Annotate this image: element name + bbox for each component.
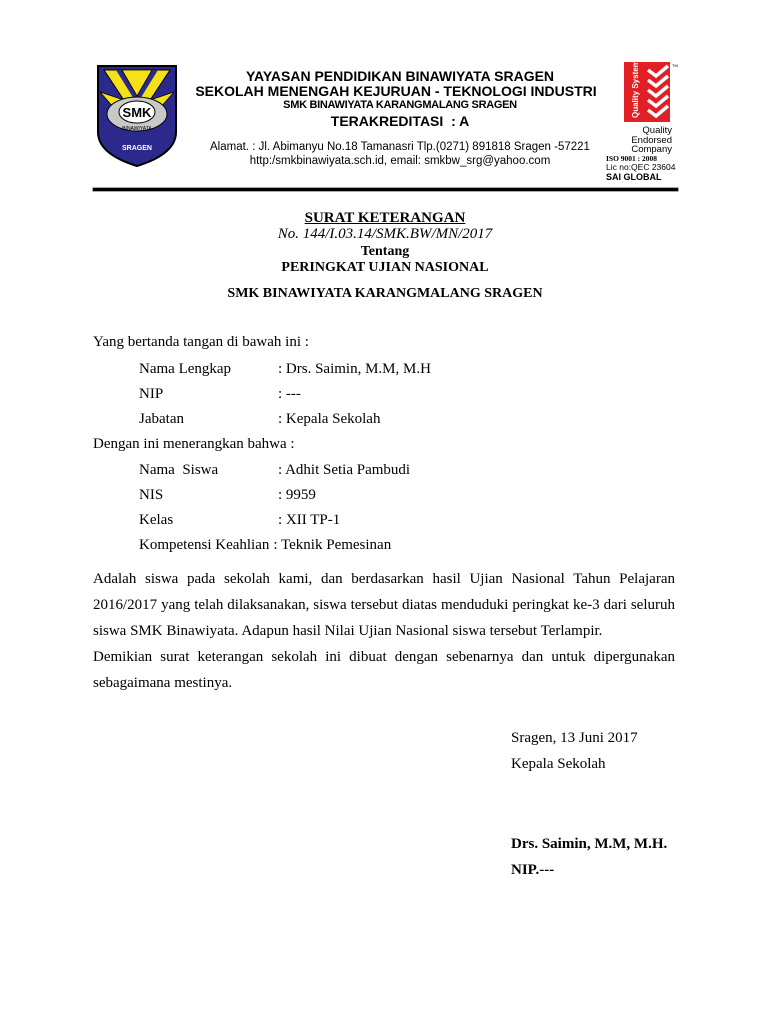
student-row xyxy=(139,512,340,529)
body-paragraph-1: Adalah siswa pada sekolah kami, dan berdasarkan hasil Ujian Nasional Tahun Pelajaran 2016/2017 yang telah dilaksanakan, siswa tersebut diatas menduduki peringkat ke-3 dari seluruh siswa SMK Binawiyata. Adapun hasil Nilai Ujian Nasional siswa tersebut Terlampir. xyxy=(93,571,675,639)
field-label: NIS xyxy=(139,487,164,503)
letter-about: Tentang xyxy=(360,244,410,259)
cert-line1: Quality xyxy=(642,125,672,136)
school-logo xyxy=(94,62,180,168)
letterhead-divider xyxy=(93,188,678,191)
quality-system-badge-icon xyxy=(622,60,678,124)
svg-text:TM: TM xyxy=(672,63,678,68)
student-row xyxy=(139,462,410,479)
signatory-row xyxy=(139,411,380,428)
cert-iso: ISO 9001 : 2008 xyxy=(606,154,658,163)
field-label: Kompetensi Keahlian xyxy=(139,537,270,553)
school-type: SEKOLAH MENENGAH KEJURUAN - TEKNOLOGI INDUSTRI xyxy=(195,83,597,99)
student-row xyxy=(139,537,391,554)
field-value: : Kepala Sekolah xyxy=(278,411,381,427)
signatory-row xyxy=(139,386,301,403)
field-label: Kelas xyxy=(139,512,174,528)
letter-school: SMK BINAWIYATA KARANGMALANG SRAGEN xyxy=(227,286,543,301)
smk-shield-logo-icon xyxy=(94,62,180,168)
accreditation: TERAKREDITASI : A xyxy=(330,113,470,129)
student-intro: Dengan ini menerangkan bahwa : xyxy=(93,436,295,452)
field-value: : --- xyxy=(278,386,301,402)
cert-line2: Endorsed xyxy=(631,134,672,146)
foundation-name: YAYASAN PENDIDIKAN BINAWIYATA SRAGEN xyxy=(245,68,555,84)
field-label: Jabatan xyxy=(139,411,184,427)
school-name: SMK BINAWIYATA KARANGMALANG SRAGEN xyxy=(283,99,517,111)
contact-info: http:/smkbinawiyata.sch.id, email: smkbw_srg@yahoo.com xyxy=(249,155,551,167)
signatory-nip: NIP.--- xyxy=(511,862,555,878)
signatory-name: Drs. Saimin, M.M, M.H. xyxy=(511,836,668,852)
letter-heading: SURAT KETERANGAN xyxy=(304,210,466,226)
cert-line3: Company xyxy=(631,144,672,155)
field-label: NIP xyxy=(139,386,164,402)
field-value: : 9959 xyxy=(278,487,316,503)
address: Alamat. : Jl. Abimanyu No.18 Tamanasri Tlp.(0271) 891818 Sragen -57221 xyxy=(210,141,590,153)
place-date: Sragen, 13 Juni 2017 xyxy=(511,730,638,746)
svg-text:BINAWIYATA: BINAWIYATA xyxy=(122,126,152,132)
signatory-position: Kepala Sekolah xyxy=(511,756,606,772)
cert-license: Lic no:QEC 23604 xyxy=(606,162,676,172)
student-row xyxy=(139,487,316,504)
field-label: Nama Siswa xyxy=(139,462,219,478)
signatory-row xyxy=(139,361,431,378)
field-value: : Drs. Saimin, M.M, M.H xyxy=(278,361,431,377)
cert-text xyxy=(606,126,672,155)
field-value: : Teknik Pemesinan xyxy=(273,537,392,553)
letter-number: No. 144/I.03.14/SMK.BW/MN/2017 xyxy=(277,226,493,242)
svg-text:Quality System: Quality System xyxy=(631,60,640,118)
body-paragraph-2: Demikian surat keterangan sekolah ini dibuat dengan sebenarnya dan untuk dipergunakan sebagaimana mestinya. xyxy=(93,649,675,691)
svg-text:SMK: SMK xyxy=(122,105,152,120)
quality-badge xyxy=(622,60,678,124)
field-label: Nama Lengkap xyxy=(139,361,232,377)
field-value: : Adhit Setia Pambudi xyxy=(278,462,411,478)
cert-org: SAI GLOBAL xyxy=(606,172,662,182)
field-value: : XII TP-1 xyxy=(278,512,341,528)
svg-text:SRAGEN: SRAGEN xyxy=(122,145,152,152)
letter-subject: PERINGKAT UJIAN NASIONAL xyxy=(281,260,489,275)
signatory-intro: Yang bertanda tangan di bawah ini : xyxy=(93,334,309,350)
